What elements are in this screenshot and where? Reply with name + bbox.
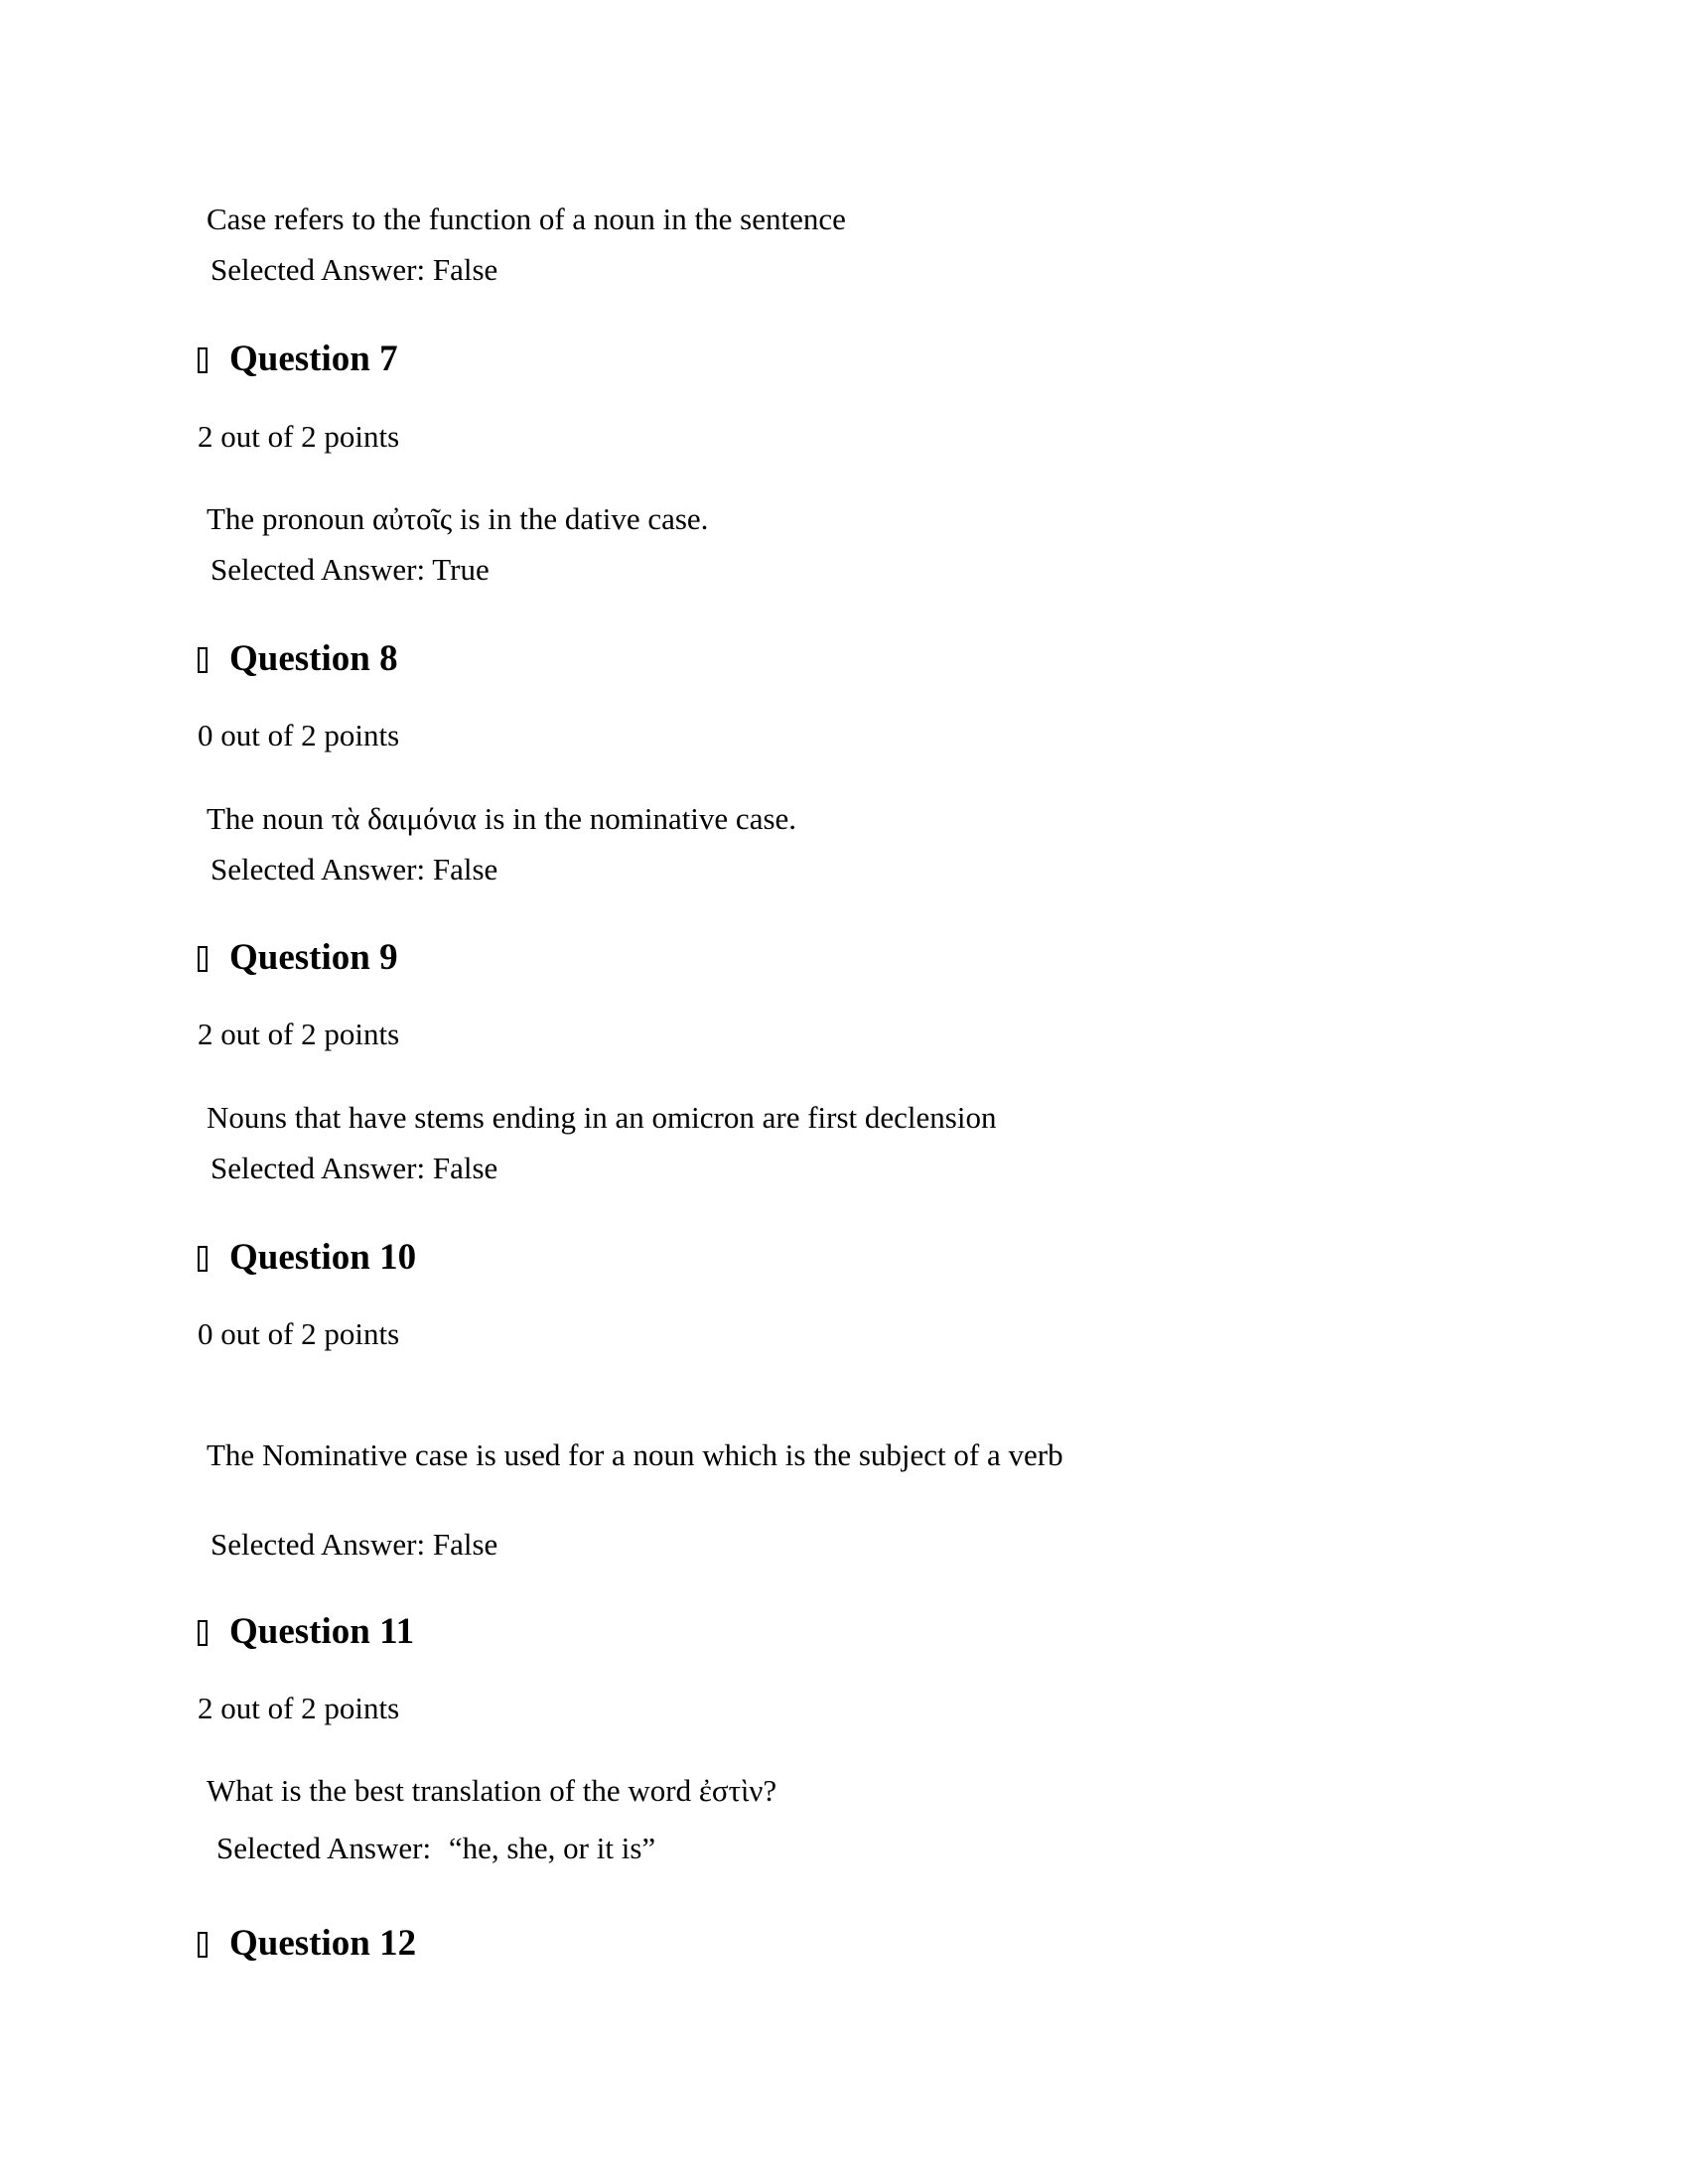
question-title: Question 7 — [229, 339, 398, 379]
selected-answer — [216, 1833, 655, 1863]
question-points: 2 out of 2 points — [198, 1691, 400, 1725]
selected-answer — [211, 1153, 497, 1183]
question-text: The noun τὰ δαιμόνια is in the nominative case. — [207, 801, 797, 836]
selected-answer-value: False — [432, 852, 498, 887]
question-title: Question 9 — [229, 937, 398, 978]
question-text: Case refers to the function of a noun in the sentence — [207, 202, 846, 236]
status-icon — [198, 1246, 208, 1272]
selected-answer — [211, 1529, 497, 1560]
question-heading-8 — [198, 640, 398, 677]
selected-answer — [211, 554, 490, 585]
question-text: The Nominative case is used for a noun which is the subject of a verb — [207, 1437, 1063, 1472]
question-title: Question 12 — [229, 1923, 417, 1964]
question-points: 0 out of 2 points — [198, 718, 400, 752]
status-icon — [198, 1620, 208, 1646]
question-title: Question 10 — [229, 1237, 417, 1278]
selected-answer-label: Selected Answer: — [211, 1151, 426, 1185]
selected-answer-label: Selected Answer: — [216, 1831, 432, 1865]
selected-answer-label: Selected Answer: — [211, 1527, 426, 1562]
status-icon — [198, 946, 208, 972]
selected-answer — [211, 254, 497, 285]
selected-answer-value: False — [432, 252, 498, 287]
question-heading-9 — [198, 939, 398, 976]
question-text: Nouns that have stems ending in an omicron are first declension — [207, 1100, 997, 1135]
selected-answer-label: Selected Answer: — [211, 552, 426, 587]
question-points: 2 out of 2 points — [198, 1017, 400, 1051]
selected-answer-value: False — [432, 1527, 498, 1562]
question-points: 0 out of 2 points — [198, 1316, 400, 1351]
status-icon — [198, 1932, 208, 1958]
status-icon — [198, 347, 208, 373]
status-icon — [198, 647, 208, 673]
selected-answer — [211, 854, 497, 885]
selected-answer-value: “he, she, or it is” — [448, 1831, 656, 1865]
question-text: What is the best translation of the word ἐστὶν? — [207, 1773, 777, 1808]
question-heading-10 — [198, 1239, 416, 1276]
question-title: Question 11 — [229, 1611, 415, 1652]
question-heading-12 — [198, 1925, 416, 1962]
selected-answer-label: Selected Answer: — [211, 252, 426, 287]
question-points: 2 out of 2 points — [198, 419, 400, 454]
question-heading-7 — [198, 341, 398, 377]
selected-answer-value: True — [432, 552, 490, 587]
selected-answer-value: False — [432, 1151, 498, 1185]
question-title: Question 8 — [229, 638, 398, 679]
question-heading-11 — [198, 1613, 414, 1650]
selected-answer-label: Selected Answer: — [211, 852, 426, 887]
question-text: The pronoun αὐτοῖς is in the dative case. — [207, 501, 709, 536]
